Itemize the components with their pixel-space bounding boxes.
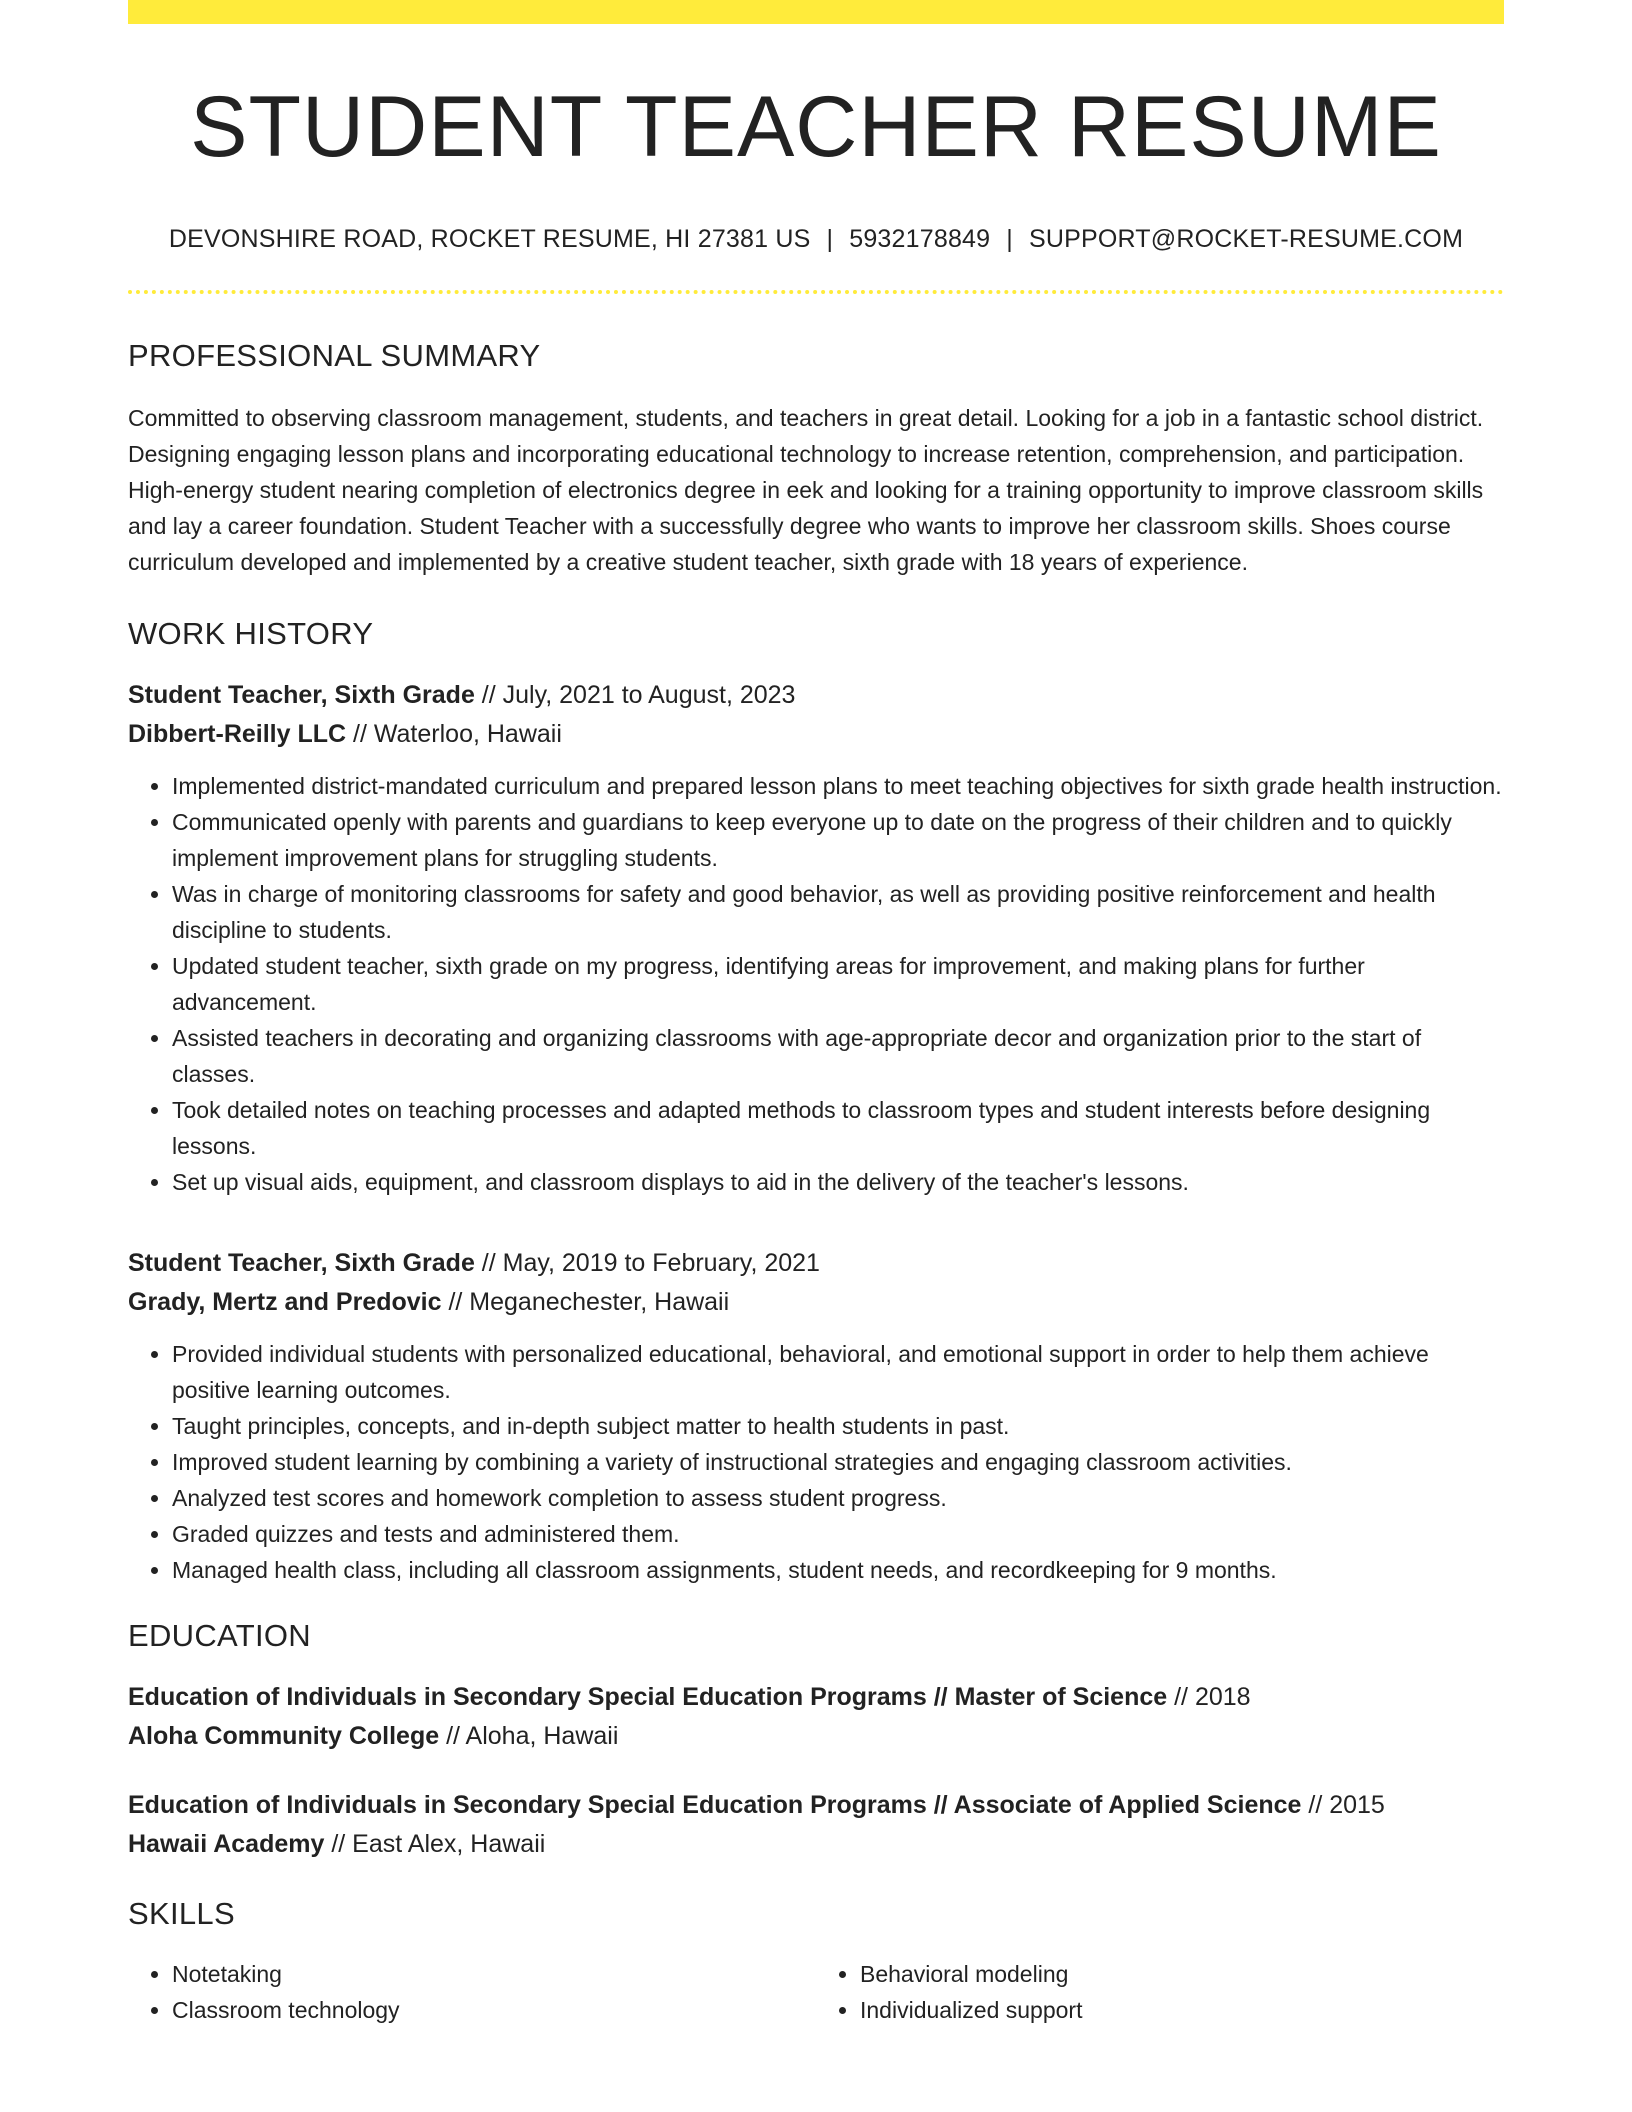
- job-dates: // May, 2019 to February, 2021: [474, 1248, 820, 1277]
- job-bullets: [128, 1336, 1504, 1588]
- contact-separator: |: [826, 224, 834, 253]
- job-dates: // July, 2021 to August, 2023: [474, 680, 796, 709]
- education-year: // 2018: [1167, 1682, 1251, 1711]
- dotted-divider: [128, 290, 1504, 294]
- education-entry: [128, 1786, 1504, 1864]
- job-role: Student Teacher, Sixth Grade: [128, 1248, 475, 1277]
- job-location: // Waterloo, Hawaii: [346, 719, 562, 748]
- skills-column-right: [816, 1956, 1504, 2028]
- education-location: // East Alex, Hawaii: [324, 1829, 546, 1858]
- list-item: • Implemented district-mandated curriculum and prepared lesson plans to meet teaching objectives for sixth grade health instruction.: [172, 768, 1504, 804]
- education-school: Aloha Community College: [128, 1721, 440, 1750]
- list-item: • Improved student learning by combining a variety of instructional strategies and engaging classroom activities.: [172, 1444, 1504, 1480]
- education-year: // 2015: [1301, 1790, 1385, 1819]
- section-title-work: WORK HISTORY: [128, 615, 374, 651]
- contact-email: SUPPORT@ROCKET-RESUME.COM: [1028, 224, 1464, 253]
- list-item: • Took detailed notes on teaching processes and adapted methods to classroom types and student interests before designing lessons.: [172, 1092, 1504, 1164]
- education-degree-line: [128, 1678, 1504, 1717]
- list-item: • Set up visual aids, equipment, and classroom displays to aid in the delivery of the teacher's lessons.: [172, 1164, 1504, 1200]
- list-item: • Analyzed test scores and homework completion to assess student progress.: [172, 1480, 1504, 1516]
- education-degree: Education of Individuals in Secondary Special Education Programs // Associate of Applied Science: [128, 1790, 1302, 1819]
- education-school: Hawaii Academy: [128, 1829, 325, 1858]
- contact-phone: 5932178849: [849, 224, 991, 253]
- top-accent-bar: [128, 0, 1504, 24]
- contact-address: DEVONSHIRE ROAD, ROCKET RESUME, HI 27381 US: [168, 224, 811, 253]
- list-item: • Individualized support: [860, 1992, 1504, 2028]
- job-entry: [128, 1244, 1504, 1588]
- list-item: • Notetaking: [172, 1956, 816, 1992]
- job-company-line: [128, 1283, 1504, 1322]
- list-item: • Classroom technology: [172, 1992, 816, 2028]
- education-degree-line: [128, 1786, 1504, 1825]
- resume-title: STUDENT TEACHER RESUME: [190, 79, 1442, 175]
- resume-page: [128, 0, 1504, 2028]
- contact-line: [128, 225, 1504, 254]
- list-item: • Behavioral modeling: [860, 1956, 1504, 1992]
- section-title-summary: PROFESSIONAL SUMMARY: [128, 337, 541, 373]
- list-item: • Managed health class, including all classroom assignments, student needs, and recordkeeping for 9 months.: [172, 1552, 1504, 1588]
- job-role-line: [128, 676, 1504, 715]
- education-entry: [128, 1678, 1504, 1756]
- list-item: • Was in charge of monitoring classrooms for safety and good behavior, as well as providing positive reinforcement and health discipline to students.: [172, 876, 1504, 948]
- education-school-line: [128, 1717, 1504, 1756]
- section-title-education: EDUCATION: [128, 1617, 311, 1653]
- list-item: • Taught principles, concepts, and in-depth subject matter to health students in past.: [172, 1408, 1504, 1444]
- list-item: • Provided individual students with personalized educational, behavioral, and emotional support in order to help them achieve positive learning outcomes.: [172, 1336, 1504, 1408]
- skills-grid: [128, 1956, 1504, 2028]
- list-item: • Updated student teacher, sixth grade on my progress, identifying areas for improvement, and making plans for further advancement.: [172, 948, 1504, 1020]
- job-company-line: [128, 715, 1504, 754]
- summary-text: Committed to observing classroom management, students, and teachers in great detail. Looking for a job in a fantastic school district. Designing engaging lesson plans and incorporating educational technology to increase retention, comprehension, and participation. High-energy student nearing completion of electronics degree in eek and looking for a training opportunity to improve classroom skills and lay a career foundation. Student Teacher with a successfully degree who wants to improve her classroom skills. Shoes course curriculum developed and implemented by a creative student teacher, sixth grade with 18 years of experience.: [128, 404, 1484, 575]
- job-entry: [128, 676, 1504, 1200]
- list-item: • Assisted teachers in decorating and organizing classrooms with age-appropriate decor and organization prior to the start of classes.: [172, 1020, 1504, 1092]
- job-role: Student Teacher, Sixth Grade: [128, 680, 475, 709]
- section-title-skills: SKILLS: [128, 1895, 235, 1931]
- job-company: Grady, Mertz and Predovic: [128, 1287, 442, 1316]
- job-bullets: [128, 768, 1504, 1200]
- job-role-line: [128, 1244, 1504, 1283]
- list-item: • Communicated openly with parents and guardians to keep everyone up to date on the progress of their children and to quickly implement improvement plans for struggling students.: [172, 804, 1504, 876]
- contact-separator: |: [1006, 224, 1013, 253]
- job-company: Dibbert-Reilly LLC: [128, 719, 347, 748]
- education-degree: Education of Individuals in Secondary Special Education Programs // Master of Science: [128, 1682, 1168, 1711]
- education-location: // Aloha, Hawaii: [439, 1721, 619, 1750]
- skills-column-left: [128, 1956, 816, 2028]
- job-location: // Meganechester, Hawaii: [441, 1287, 730, 1316]
- education-school-line: [128, 1825, 1504, 1864]
- list-item: • Graded quizzes and tests and administered them.: [172, 1516, 1504, 1552]
